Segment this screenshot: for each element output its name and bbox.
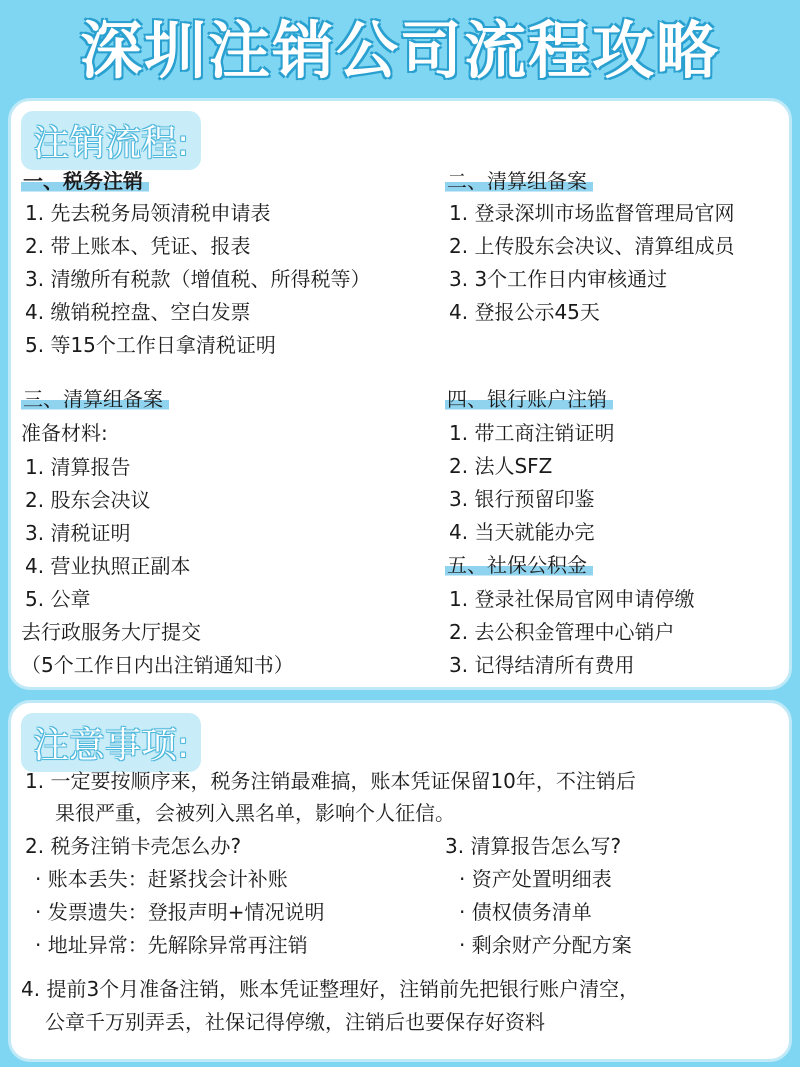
- tax-item: 1. 先去税务局领清税申请表: [25, 201, 271, 225]
- filing2-item: 3. 清税证明: [25, 521, 131, 545]
- social-item: 2. 去公积金管理中心销户: [449, 620, 675, 644]
- filing-item: 3. 3个工作日内审核通过: [449, 267, 668, 291]
- note-1-line-2: 果很严重，会被列入黑名单，影响个人征信。: [55, 801, 455, 825]
- process-section-title: 注销流程:: [21, 111, 201, 170]
- tax-item: 4. 缴销税控盘、空白发票: [25, 300, 251, 324]
- filing2-heading: 三、清算组备案: [21, 383, 169, 412]
- note-1-line-1: 1. 一定要按顺序来，税务注销最难搞，账本凭证保留10年，不注销后: [25, 769, 636, 793]
- filing2-item: 2. 股东会决议: [25, 488, 151, 512]
- notes-section-title: 注意事项:: [21, 713, 201, 772]
- note-2-item: · 地址异常：先解除异常再注销: [35, 933, 308, 957]
- filing-item: 4. 登报公示45天: [449, 300, 600, 324]
- note-3-item: · 债权债务清单: [459, 900, 592, 924]
- filing2-item: 5. 公章: [25, 587, 91, 611]
- note-3-title: 3. 清算报告怎么写?: [445, 834, 622, 858]
- social-heading: 五、社保公积金: [445, 549, 593, 578]
- social-item: 1. 登录社保局官网申请停缴: [449, 587, 695, 611]
- bank-item: 4. 当天就能办完: [449, 520, 595, 544]
- filing2-item: 4. 营业执照正副本: [25, 554, 191, 578]
- bank-heading: 四、银行账户注销: [445, 383, 613, 412]
- tax-heading: 一、税务注销: [21, 165, 149, 194]
- note-3-item: · 剩余财产分配方案: [459, 933, 632, 957]
- bank-item: 3. 银行预留印鉴: [449, 487, 595, 511]
- tax-item: 3. 清缴所有税款（增值税、所得税等）: [25, 267, 371, 291]
- note-3-item: · 资产处置明细表: [459, 867, 612, 891]
- filing-item: 1. 登录深圳市场监督管理局官网: [449, 201, 735, 225]
- tax-item: 5. 等15个工作日拿清税证明: [25, 333, 276, 357]
- filing2-item: 1. 清算报告: [25, 455, 131, 479]
- note-2-title: 2. 税务注销卡壳怎么办?: [25, 834, 242, 858]
- note-4-line-1: 4. 提前3个月准备注销，账本凭证整理好，注销前先把银行账户清空，: [21, 977, 640, 1001]
- page-title: 深圳注销公司流程攻略: [79, 13, 720, 87]
- filing2-submit-note: （5个工作日内出注销通知书）: [21, 653, 294, 677]
- social-item: 3. 记得结清所有费用: [449, 653, 635, 677]
- filing-heading: 二、清算组备案: [445, 165, 593, 194]
- bank-item: 1. 带工商注销证明: [449, 421, 615, 445]
- filing-item: 2. 上传股东会决议、清算组成员: [449, 234, 735, 258]
- note-2-item: · 账本丢失：赶紧找会计补账: [35, 867, 288, 891]
- filing2-prep: 准备材料:: [21, 421, 108, 445]
- note-2-item: · 发票遗失：登报声明+情况说明: [35, 900, 325, 924]
- notes-card: [8, 700, 792, 1062]
- process-card: [8, 98, 792, 690]
- bank-item: 2. 法人SFZ: [449, 454, 553, 478]
- tax-item: 2. 带上账本、凭证、报表: [25, 234, 251, 258]
- note-4-line-2: 公章千万别弄丢，社保记得停缴，注销后也要保存好资料: [45, 1010, 545, 1034]
- filing2-submit: 去行政服务大厅提交: [21, 620, 201, 644]
